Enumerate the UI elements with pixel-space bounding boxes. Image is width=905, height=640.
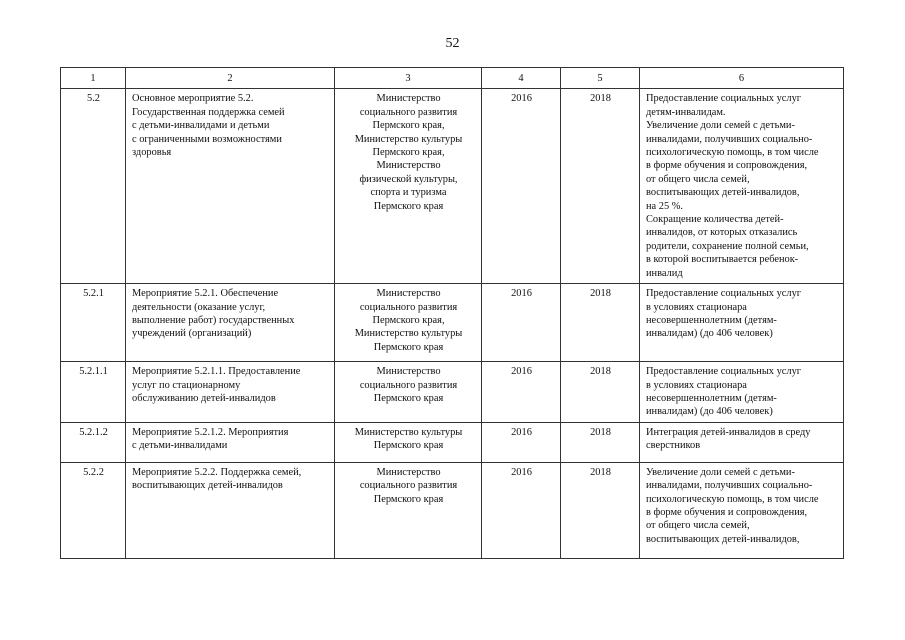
text-line: в условиях стационара — [646, 301, 747, 313]
page-number: 52 — [445, 36, 460, 51]
end-year: 2018 — [561, 422, 640, 462]
text-line: Министерство культуры — [354, 426, 463, 438]
header-row — [61, 68, 844, 89]
header-col-4: 4 — [482, 68, 561, 89]
start-year: 2016 — [482, 284, 561, 362]
expected-result — [640, 422, 844, 462]
row-number — [61, 462, 126, 558]
text-line: Мероприятие 5.2.1. Обеспечение — [132, 288, 279, 300]
text-line: Министерство — [376, 288, 441, 300]
row-number: 5.2.1 — [61, 284, 126, 362]
text-line: Пермского края — [373, 493, 444, 505]
text-line: Министерство — [376, 366, 441, 378]
row-number-text: 5.2.2 — [83, 466, 104, 478]
expected-result — [640, 362, 844, 423]
text-line: Министерство — [376, 93, 441, 105]
text-line: Основное мероприятие 5.2. — [132, 93, 254, 105]
text-line: Министерство культуры — [354, 328, 463, 340]
end-year: 2018 — [561, 284, 640, 362]
end-year — [561, 462, 640, 558]
row-number: 5.2.1.2 — [61, 422, 126, 462]
text-line: Государственная поддержка семей — [132, 106, 285, 118]
text-line: психологическую помощь, в том числе — [646, 147, 819, 159]
text-line: Министерство — [376, 466, 441, 478]
start-year: 2016 — [482, 422, 561, 462]
text-line: в условиях стационара — [646, 379, 747, 391]
text-line: Пермского края, — [372, 314, 445, 326]
table-row — [61, 422, 844, 462]
text-line: Увеличение доли семей с детьми- — [646, 466, 795, 478]
text-line: воспитывающих детей-инвалидов, — [646, 187, 800, 199]
expected-result — [640, 462, 844, 558]
end-year-text: 2018 — [590, 466, 611, 478]
text-line: Увеличение доли семей с детьми- — [646, 120, 795, 132]
text-line: инвалидов, от которых отказались — [646, 227, 798, 239]
text-line: несовершеннолетним (детям- — [646, 392, 777, 404]
text-line: услуг по стационарному — [132, 379, 241, 391]
text-line: Предоставление социальных услуг — [646, 366, 802, 378]
text-line: Интеграция детей-инвалидов в среду — [646, 426, 811, 438]
text-line: деятельности (оказание услуг, — [132, 301, 266, 313]
header-col-3: 3 — [335, 68, 482, 89]
header-col-6: 6 — [640, 68, 844, 89]
text-line: несовершеннолетним (детям- — [646, 314, 777, 326]
text-line: от общего числа семей, — [646, 173, 750, 185]
row-number: 5.2.1.1 — [61, 362, 126, 423]
text-line: воспитывающих детей-инвалидов, — [646, 533, 800, 545]
text-line: инвалидам) (до 406 человек) — [646, 328, 773, 340]
text-line: родители, сохранение полной семьи, — [646, 240, 809, 252]
text-line: Пермского края, — [372, 147, 445, 159]
start-year-text: 2016 — [511, 466, 532, 478]
start-year — [482, 462, 561, 558]
text-line: от общего числа семей, — [646, 520, 750, 532]
text-line: социального развития — [359, 480, 458, 492]
text-line: инвалид — [646, 267, 683, 279]
start-year: 2016 — [482, 362, 561, 423]
text-line: Пермского края — [373, 440, 444, 452]
text-line: Пермского края — [373, 341, 444, 353]
text-line: воспитывающих детей-инвалидов — [132, 480, 283, 492]
text-line: в которой воспитывается ребенок- — [646, 254, 799, 266]
text-line: Мероприятие 5.2.1.1. Предоставление — [132, 366, 301, 378]
responsible-ministry — [335, 89, 482, 284]
text-line: социального развития — [359, 106, 458, 118]
expected-result — [640, 89, 844, 284]
text-line: физической культуры, — [359, 173, 458, 185]
text-line: социального развития — [359, 379, 458, 391]
table-row — [61, 89, 844, 284]
header-col-1: 1 — [61, 68, 126, 89]
text-line: с детьми-инвалидами — [132, 440, 228, 452]
header-col-5: 5 — [561, 68, 640, 89]
text-line: Пермского края — [373, 392, 444, 404]
end-year: 2018 — [561, 362, 640, 423]
text-line: спорта и туризма — [370, 187, 447, 199]
text-line: Пермского края — [373, 200, 444, 212]
text-line: с детьми-инвалидами и детьми — [132, 120, 270, 132]
responsible-ministry — [335, 362, 482, 423]
row-number: 5.2 — [61, 89, 126, 284]
text-line: инвалидами, получивших социально- — [646, 480, 813, 492]
text-line: Мероприятие 5.2.2. Поддержка семей, — [132, 466, 302, 478]
table-row — [61, 284, 844, 362]
text-line: в форме обучения и сопровождения, — [646, 506, 808, 518]
measure-name — [126, 89, 335, 284]
text-line: Министерство — [376, 160, 441, 172]
text-line: с ограниченными возможностями — [132, 133, 282, 145]
end-year: 2018 — [561, 89, 640, 284]
responsible-ministry — [335, 422, 482, 462]
measures-table — [60, 67, 844, 559]
expected-result — [640, 284, 844, 362]
text-line: здоровья — [132, 147, 172, 159]
text-line: Министерство культуры — [354, 133, 463, 145]
text-line: обслуживанию детей-инвалидов — [132, 392, 276, 404]
text-line: на 25 %. — [646, 200, 684, 212]
responsible-ministry — [335, 284, 482, 362]
measure-name — [126, 284, 335, 362]
header-col-2: 2 — [126, 68, 335, 89]
text-line: детям-инвалидам. — [646, 106, 726, 118]
text-line: в форме обучения и сопровождения, — [646, 160, 808, 172]
measure-name — [126, 362, 335, 423]
measure-name — [126, 462, 335, 558]
text-line: психологическую помощь, в том числе — [646, 493, 819, 505]
text-line: Мероприятие 5.2.1.2. Мероприятия — [132, 426, 289, 438]
text-line: учреждений (организаций) — [132, 328, 252, 340]
text-line: социального развития — [359, 301, 458, 313]
text-line: сверстников — [646, 440, 701, 452]
responsible-ministry — [335, 462, 482, 558]
text-line: выполнение работ) государственных — [132, 314, 295, 326]
measure-name — [126, 422, 335, 462]
table-row — [61, 362, 844, 423]
start-year: 2016 — [482, 89, 561, 284]
text-line: Предоставление социальных услуг — [646, 288, 802, 300]
text-line: Предоставление социальных услуг — [646, 93, 802, 105]
text-line: Пермского края, — [372, 120, 445, 132]
table-row — [61, 462, 844, 558]
text-line: инвалидам) (до 406 человек) — [646, 406, 773, 418]
text-line: инвалидами, получивших социально- — [646, 133, 813, 145]
text-line: Сокращение количества детей- — [646, 214, 784, 226]
